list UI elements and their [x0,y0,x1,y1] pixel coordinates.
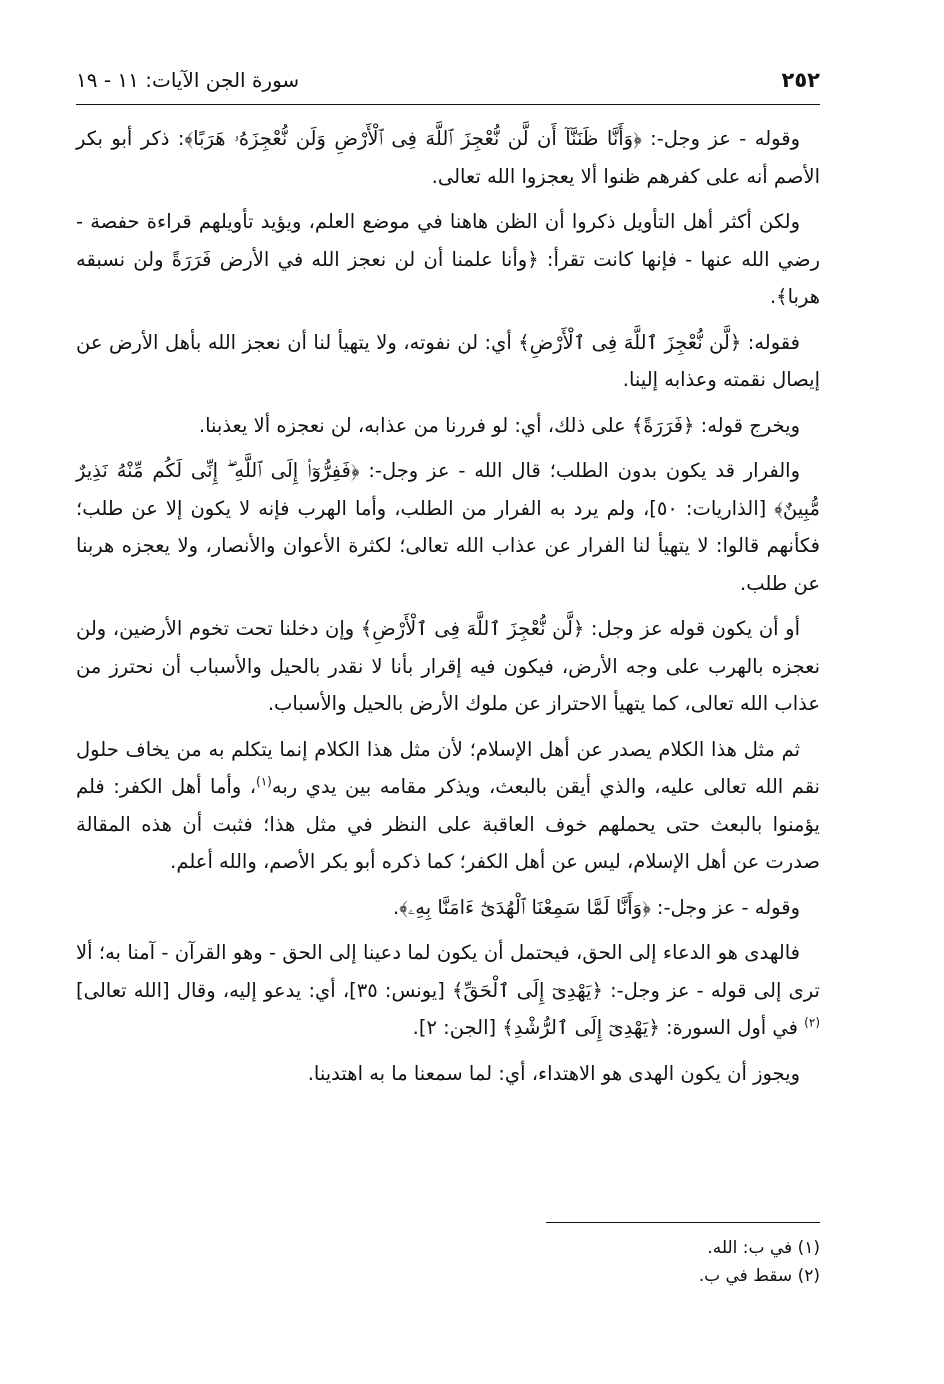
paragraph: فقوله: ﴿لَّن نُّعْجِزَ ٱللَّهَ فِى ٱلْأَرْضِ﴾ أي: لن نفوته، ولا يتهيأ لنا أن نعجز الله بأهل الأرض عن إيصال نقمته وعذابه إلينا. [76,330,820,391]
body-text [76,120,820,1100]
running-header [76,62,820,98]
paragraph: ولكن أكثر أهل التأويل ذكروا أن الظن هاهنا في موضع العلم، ويؤيد تأويلهم قراءة حفصة - رضي الله عنها - فإنها كانت تقرأ: ﴿وأنا علمنا أن لن نعجز الله في الأرض فَرَرَةً ولن نسبقه هربا﴾. [76,210,820,308]
paragraph-with-footnote [76,934,820,1047]
footnote: (١) في ب: الله. [707,1238,820,1258]
footnote: (٢) سقط في ب. [698,1266,820,1286]
header-rule [76,104,820,105]
footnote-rule [546,1222,820,1223]
page-number: ٢٥٢ [781,68,820,92]
footnotes [76,1234,820,1290]
paragraph-text-tail: في أول السورة: ﴿يَهْدِىٓ إِلَى ٱلرُّشْدِ﴾ [الجن: ٢]. [412,1016,805,1039]
paragraph-text: ثم مثل هذا الكلام يصدر عن أهل الإسلام؛ لأن مثل هذا الكلام إنما يتكلم به من يخاف حلول نقم الله تعالى عليه، والذي أيقن بالبعث، ويذكر مقامه بين يدي ربه [76,737,820,798]
running-title: سورة الجن الآيات: ١١ - ١٩ [76,68,300,92]
paragraph-text: فالهدى هو الدعاء إلى الحق، فيحتمل أن يكون لما دعينا إلى الحق - وهو القرآن - آمنا به؛ ألا ترى إلى قوله - عز وجل-: ﴿يَهْدِىٓ إِلَى ٱلْحَقِّ﴾ [يونس: ٣٥]، أي: يدعو إليه، وقال [الله تعالى] [76,941,820,1002]
paragraph-with-footnote [76,731,820,881]
document-page [76,0,820,1384]
footnote-marker: (٢) [804,1015,820,1030]
paragraph: ويجوز أن يكون الهدى هو الاهتداء، أي: لما سمعنا ما به اهتدينا. [307,1061,800,1085]
paragraph-text: وأما أهل الكفر: فلم يؤمنوا بالبعث حتى يحملهم خوف العاقبة على النظر في مثل هذا؛ فثبت أن هذه المقالة صدرت عن أهل الإسلام، ليس عن أهل الكفر؛ كما ذكره أبو بكر الأصم، والله أعلم. [76,775,820,873]
paragraph: والفرار قد يكون بدون الطلب؛ قال الله - عز وجل-: ﴿فَفِرُّوٓا۟ إِلَى ٱللَّهِ ۖ إِنِّى لَكُم مِّنْهُ نَذِيرٌ مُّبِينٌ﴾ [الذاريات: ٥٠]، ولم يرد به الفرار من الطلب، وأما الهرب فإنه لا يكون إلا عن طلب؛ فكأنهم قالوا: لا يتهيأ لنا الفرار عن عذاب الله تعالى؛ لكثرة الأعوان والأنصار، ولا يعجزه هربنا عن طلب. [76,459,820,595]
paragraph: وقوله - عز وجل-: ﴿وَأَنَّا لَمَّا سَمِعْنَا ٱلْهُدَىٰٓ ءَامَنَّا بِهِۦ﴾. [393,895,800,919]
paragraph: ويخرج قوله: ﴿فَرَرَةً﴾ على ذلك، أي: لو فررنا من عذابه، لن نعجزه ألا يعذبنا. [198,413,800,437]
paragraph: وقوله - عز وجل-: ﴿وَأَنَّا ظَنَنَّآ أَن لَّن نُّعْجِزَ ٱللَّهَ فِى ٱلْأَرْضِ وَلَن نُّعْجِزَهُۥ هَرَبًا﴾: ذكر أبو بكر الأصم أنه على كفرهم ظنوا ألا يعجزوا الله تعالى. [76,127,820,188]
paragraph-text-tail: ، [249,775,257,798]
footnote-marker: (١) [256,774,272,789]
paragraph: أو أن يكون قوله عز وجل: ﴿لَّن نُّعْجِزَ ٱللَّهَ فِى ٱلْأَرْضِ﴾ وإن دخلنا تحت تخوم الأرضين، ولن نعجزه بالهرب على وجه الأرض، فيكون فيه إقرار بأنا لا نقدر بالحيل والأسباب أن نحترز من عذاب الله تعالى، كما يتهيأ الاحتراز عن ملوك الأرض بالحيل والأسباب. [76,617,820,715]
